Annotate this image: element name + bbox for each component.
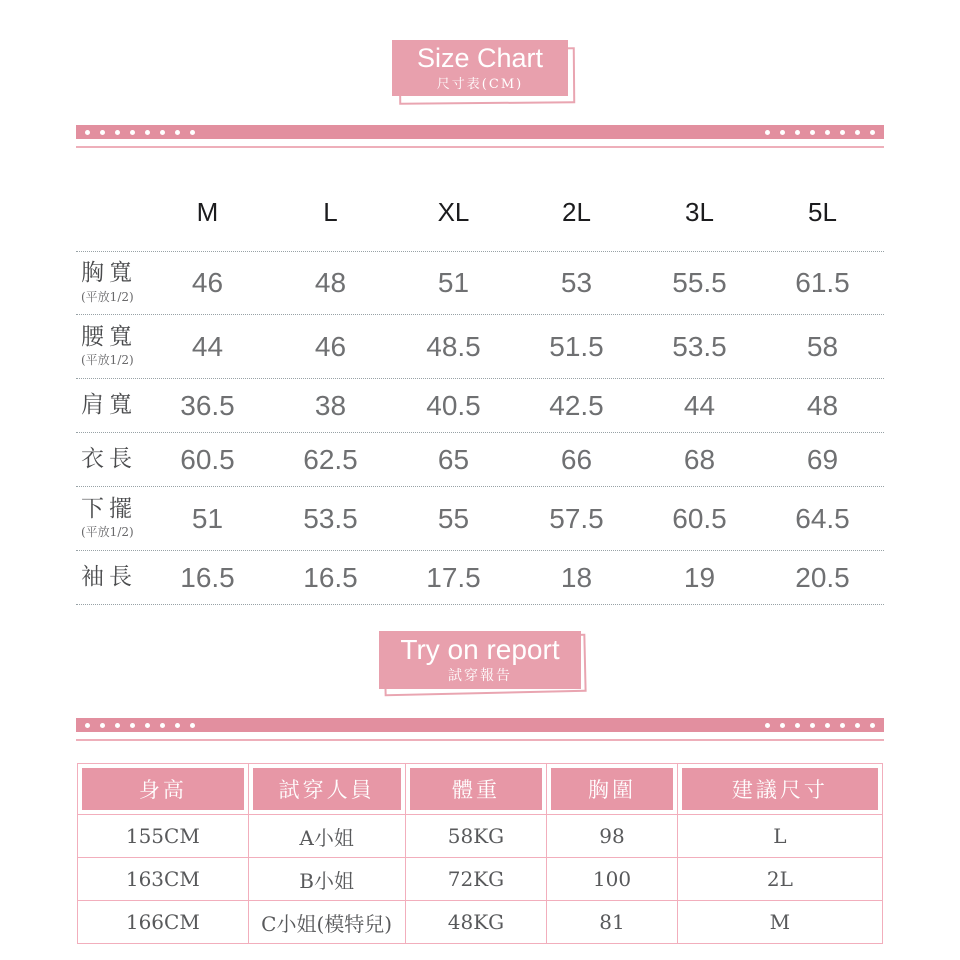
divider-dot [115, 130, 120, 135]
divider-bar [76, 125, 884, 139]
size-column-header: M [196, 196, 219, 227]
try-on-report-banner [379, 631, 581, 689]
divider-dot [810, 130, 815, 135]
try-on-cell-bust: 98 [547, 815, 677, 858]
divider-dot [85, 130, 90, 135]
divider-dot [795, 723, 800, 728]
size-value: 38 [314, 389, 347, 421]
size-value: 58 [806, 330, 839, 362]
size-value: 60.5 [180, 443, 235, 475]
try-on-table [77, 763, 883, 944]
row-label-text: 袖長 [81, 563, 137, 590]
size-value: 53.5 [672, 330, 727, 362]
try-on-cell-person: A小姐 [248, 815, 405, 858]
divider-dot [765, 723, 770, 728]
size-table-row-sleeve [76, 551, 884, 605]
try-on-report-subtitle: 試穿報告 [448, 668, 512, 685]
divider-dot [795, 130, 800, 135]
size-value: 51 [437, 267, 470, 298]
size-value: 46 [314, 330, 347, 362]
try-on-cell-bust: 81 [547, 901, 677, 944]
divider-dot [870, 723, 875, 728]
size-value: 44 [191, 330, 224, 362]
size-value: 51.5 [549, 330, 604, 362]
try-on-cell-height: 155CM [78, 815, 249, 858]
divider-dots-right [765, 130, 875, 135]
size-column-header: 2L [562, 196, 591, 227]
row-label-text: 胸寬 [81, 260, 137, 287]
try-on-cell-size: 2L [677, 858, 882, 901]
size-value: 62.5 [303, 443, 358, 475]
row-label-note: (平放1/2) [81, 525, 134, 540]
row-label-note: (平放1/2) [81, 289, 134, 304]
row-label [76, 565, 146, 590]
size-chart-title: Size Chart [416, 42, 544, 73]
divider-dot [190, 723, 195, 728]
size-value: 65 [437, 443, 470, 475]
try-on-row [78, 815, 883, 858]
size-value: 48.5 [426, 330, 481, 362]
divider-dot [855, 130, 860, 135]
divider-dot [100, 130, 105, 135]
try-on-cell-person: B小姐 [248, 858, 405, 901]
size-chart-banner [392, 40, 568, 96]
size-value: 36.5 [180, 389, 235, 421]
size-table-row-shoulder [76, 379, 884, 433]
divider-dot [130, 723, 135, 728]
size-value: 69 [806, 443, 839, 475]
size-value: 42.5 [549, 389, 604, 421]
size-value: 55 [437, 502, 470, 534]
size-column-header: XL [437, 196, 470, 227]
divider-bottom [76, 718, 884, 741]
divider-dot [780, 723, 785, 728]
row-label-note: (平放1/2) [81, 353, 134, 368]
size-value: 53.5 [303, 502, 358, 534]
divider-dot [825, 723, 830, 728]
try-on-cell-height: 163CM [78, 858, 249, 901]
divider-dot [840, 723, 845, 728]
size-column-header: 5L [808, 196, 837, 227]
row-label [76, 325, 146, 368]
row-label [76, 497, 146, 540]
try-on-cell-weight: 48KG [405, 901, 547, 944]
divider-dot [85, 723, 90, 728]
size-value: 51 [191, 502, 224, 534]
divider-top [76, 125, 884, 148]
try-on-column-header: 體重 [405, 764, 547, 815]
size-value: 44 [683, 389, 716, 421]
size-value: 57.5 [549, 502, 604, 534]
divider-dot [190, 130, 195, 135]
divider-dots-left [85, 130, 195, 135]
divider-dot [160, 130, 165, 135]
try-on-cell-bust: 100 [547, 858, 677, 901]
row-label-text: 衣長 [81, 445, 137, 472]
divider-thin-line [76, 146, 884, 148]
row-label [76, 447, 146, 472]
size-table-row-bust [76, 251, 884, 315]
size-value: 16.5 [303, 561, 358, 593]
try-on-cell-person: C小姐(模特兒) [248, 901, 405, 944]
try-on-cell-size: L [677, 815, 882, 858]
divider-dot [840, 130, 845, 135]
size-table-row-waist [76, 315, 884, 379]
size-value: 20.5 [795, 561, 850, 593]
size-value: 16.5 [180, 561, 235, 593]
row-label [76, 393, 146, 418]
divider-dot [810, 723, 815, 728]
size-value: 18 [560, 561, 593, 593]
divider-dot [160, 723, 165, 728]
size-value: 48 [314, 267, 347, 298]
try-on-column-header: 胸圍 [547, 764, 677, 815]
size-chart-subtitle: 尺寸表(CM) [436, 77, 524, 93]
size-value: 40.5 [426, 389, 481, 421]
try-on-column-header: 身高 [78, 764, 249, 815]
size-table-row-hem [76, 487, 884, 551]
try-on-cell-size: M [677, 901, 882, 944]
try-on-row [78, 858, 883, 901]
size-value: 46 [191, 267, 224, 298]
try-on-row [78, 901, 883, 944]
banner-pink-box [379, 631, 581, 689]
row-label [76, 261, 146, 304]
size-value: 48 [806, 389, 839, 421]
divider-dot [115, 723, 120, 728]
divider-dot [780, 130, 785, 135]
divider-dot [765, 130, 770, 135]
divider-dot [100, 723, 105, 728]
size-value: 60.5 [672, 502, 727, 534]
try-on-cell-weight: 58KG [405, 815, 547, 858]
divider-dot [130, 130, 135, 135]
divider-dot [855, 723, 860, 728]
size-value: 66 [560, 443, 593, 475]
try-on-cell-height: 166CM [78, 901, 249, 944]
size-value: 68 [683, 443, 716, 475]
size-value: 19 [683, 561, 716, 593]
divider-dots-right [765, 723, 875, 728]
size-table [76, 173, 884, 605]
try-on-header-row [78, 764, 883, 815]
divider-dot [175, 723, 180, 728]
divider-dot [145, 723, 150, 728]
try-on-column-header: 建議尺寸 [677, 764, 882, 815]
divider-dot [870, 130, 875, 135]
divider-dot [825, 130, 830, 135]
row-label-text: 肩寬 [81, 391, 137, 418]
row-label-text: 腰寬 [81, 323, 137, 350]
size-value: 55.5 [672, 267, 727, 298]
size-value: 53 [560, 267, 593, 298]
size-table-row-length [76, 433, 884, 487]
divider-dot [175, 130, 180, 135]
size-value: 61.5 [795, 267, 850, 298]
divider-thin-line [76, 739, 884, 741]
size-column-header: L [323, 196, 338, 227]
size-table-header-row [76, 173, 884, 251]
row-label-text: 下擺 [81, 495, 137, 522]
try-on-cell-weight: 72KG [405, 858, 547, 901]
size-value: 64.5 [795, 502, 850, 534]
try-on-column-header: 試穿人員 [248, 764, 405, 815]
try-on-report-title: Try on report [400, 633, 560, 665]
banner-pink-box [392, 40, 568, 96]
size-column-header: 3L [685, 196, 714, 227]
divider-dots-left [85, 723, 195, 728]
divider-bar [76, 718, 884, 732]
divider-dot [145, 130, 150, 135]
size-value: 17.5 [426, 561, 481, 593]
